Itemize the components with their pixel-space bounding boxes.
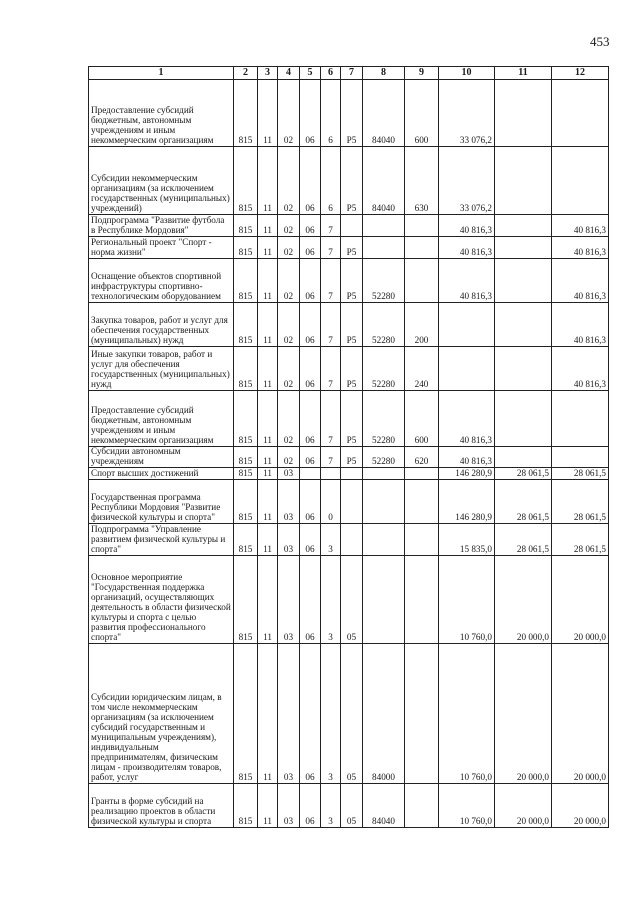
subprogram-code: 7 — [321, 447, 341, 468]
table-row — [89, 783, 609, 827]
amount-col-10: 40 816,3 — [439, 215, 495, 237]
row-description: Подпрограмма "Управление развитием физической культуры и спорта" — [89, 523, 234, 555]
subprogram-code — [321, 467, 341, 479]
table-row — [89, 643, 609, 783]
expense-type-code — [405, 259, 439, 303]
amount-col-10: 15 835,0 — [439, 523, 495, 555]
row-description: Субсидии некоммерческим организациям (за исключением государственных (муниципальных) учреждений) — [89, 147, 234, 215]
amount-col-10: 10 760,0 — [439, 783, 495, 827]
amount-col-10: 40 816,3 — [439, 259, 495, 303]
row-description: Подпрограмма "Развитие футбола в Республике Мордовия" — [89, 215, 234, 237]
ministry-code: 815 — [234, 215, 258, 237]
project-code: P5 — [341, 303, 363, 347]
amount-col-11: 28 061,5 — [495, 467, 552, 479]
amount-col-12: 40 816,3 — [552, 347, 609, 391]
column-header: 12 — [552, 67, 609, 80]
section-code: 11 — [258, 215, 278, 237]
amount-col-10: 10 760,0 — [439, 643, 495, 783]
amount-col-10: 33 076,2 — [439, 147, 495, 215]
amount-col-11: 20 000,0 — [495, 555, 552, 643]
subsection-code: 03 — [278, 523, 300, 555]
column-header: 2 — [234, 67, 258, 80]
column-header: 1 — [89, 67, 234, 80]
amount-col-11 — [495, 347, 552, 391]
amount-col-12 — [552, 447, 609, 468]
program-code: 06 — [300, 479, 321, 523]
amount-col-12: 40 816,3 — [552, 215, 609, 237]
program-code: 06 — [300, 555, 321, 643]
column-header: 6 — [321, 67, 341, 80]
ministry-code: 815 — [234, 467, 258, 479]
ministry-code: 815 — [234, 147, 258, 215]
subsection-code: 02 — [278, 215, 300, 237]
ministry-code: 815 — [234, 555, 258, 643]
amount-col-12: 28 061,5 — [552, 467, 609, 479]
ministry-code: 815 — [234, 391, 258, 447]
table-row — [89, 80, 609, 147]
subsection-code: 02 — [278, 347, 300, 391]
project-code: 05 — [341, 783, 363, 827]
section-code: 11 — [258, 467, 278, 479]
target-code — [363, 555, 405, 643]
amount-col-11: 28 061,5 — [495, 523, 552, 555]
table-row — [89, 147, 609, 215]
amount-col-11: 28 061,5 — [495, 479, 552, 523]
section-code: 11 — [258, 147, 278, 215]
program-code: 06 — [300, 237, 321, 259]
expense-type-code: 600 — [405, 80, 439, 147]
column-header: 7 — [341, 67, 363, 80]
ministry-code: 815 — [234, 259, 258, 303]
ministry-code: 815 — [234, 237, 258, 259]
amount-col-11 — [495, 80, 552, 147]
table-row — [89, 447, 609, 468]
project-code — [341, 215, 363, 237]
amount-col-11 — [495, 391, 552, 447]
expense-type-code: 600 — [405, 391, 439, 447]
target-code — [363, 215, 405, 237]
column-header: 10 — [439, 67, 495, 80]
subsection-code: 03 — [278, 555, 300, 643]
subprogram-code: 3 — [321, 783, 341, 827]
project-code: P5 — [341, 347, 363, 391]
subsection-code: 02 — [278, 303, 300, 347]
ministry-code: 815 — [234, 447, 258, 468]
ministry-code: 815 — [234, 783, 258, 827]
expense-type-code: 240 — [405, 347, 439, 391]
amount-col-10: 146 280,9 — [439, 467, 495, 479]
subsection-code: 02 — [278, 147, 300, 215]
amount-col-12: 40 816,3 — [552, 259, 609, 303]
subprogram-code: 6 — [321, 80, 341, 147]
amount-col-11 — [495, 303, 552, 347]
subsection-code: 02 — [278, 447, 300, 468]
amount-col-10: 10 760,0 — [439, 555, 495, 643]
expense-type-code: 630 — [405, 147, 439, 215]
subsection-code: 03 — [278, 479, 300, 523]
subsection-code: 03 — [278, 783, 300, 827]
amount-col-11 — [495, 259, 552, 303]
column-header: 4 — [278, 67, 300, 80]
expense-type-code — [405, 523, 439, 555]
target-code: 84040 — [363, 783, 405, 827]
target-code: 84040 — [363, 80, 405, 147]
section-code: 11 — [258, 783, 278, 827]
expense-type-code: 200 — [405, 303, 439, 347]
subsection-code: 02 — [278, 80, 300, 147]
target-code: 52280 — [363, 347, 405, 391]
amount-col-11: 20 000,0 — [495, 643, 552, 783]
amount-col-10 — [439, 303, 495, 347]
subprogram-code: 6 — [321, 147, 341, 215]
expense-type-code — [405, 643, 439, 783]
table-row — [89, 215, 609, 237]
subprogram-code: 7 — [321, 215, 341, 237]
row-description: Субсидии юридическим лицам, в том числе некоммерческим организациям (за исключением субсидий государственным и муниципальным учреждениям), индивидуальным предпринимателям, физическим лицам - производителям товаров, работ, услуг — [89, 643, 234, 783]
target-code: 52280 — [363, 303, 405, 347]
program-code — [300, 467, 321, 479]
table-row — [89, 259, 609, 303]
target-code: 52280 — [363, 391, 405, 447]
subsection-code: 02 — [278, 391, 300, 447]
section-code: 11 — [258, 347, 278, 391]
amount-col-12 — [552, 80, 609, 147]
table-row — [89, 479, 609, 523]
row-description: Закупка товаров, работ и услуг для обеспечения государственных (муниципальных) нужд — [89, 303, 234, 347]
section-code: 11 — [258, 447, 278, 468]
table-row — [89, 523, 609, 555]
amount-col-12: 28 061,5 — [552, 479, 609, 523]
ministry-code: 815 — [234, 303, 258, 347]
section-code: 11 — [258, 523, 278, 555]
project-code — [341, 523, 363, 555]
section-code: 11 — [258, 555, 278, 643]
amount-col-11: 20 000,0 — [495, 783, 552, 827]
section-code: 11 — [258, 391, 278, 447]
amount-col-12: 28 061,5 — [552, 523, 609, 555]
amount-col-10: 33 076,2 — [439, 80, 495, 147]
amount-col-12: 20 000,0 — [552, 643, 609, 783]
section-code: 11 — [258, 303, 278, 347]
header-row — [89, 67, 609, 80]
column-header: 9 — [405, 67, 439, 80]
ministry-code: 815 — [234, 523, 258, 555]
project-code: P5 — [341, 80, 363, 147]
subprogram-code: 3 — [321, 523, 341, 555]
amount-col-12 — [552, 147, 609, 215]
amount-col-12: 20 000,0 — [552, 555, 609, 643]
target-code — [363, 237, 405, 259]
table-row — [89, 347, 609, 391]
program-code: 06 — [300, 259, 321, 303]
program-code: 06 — [300, 80, 321, 147]
column-header: 5 — [300, 67, 321, 80]
target-code — [363, 467, 405, 479]
expense-type-code — [405, 555, 439, 643]
table-row — [89, 303, 609, 347]
row-description: Государственная программа Республики Мордовия "Развитие физической культуры и спорта" — [89, 479, 234, 523]
ministry-code: 815 — [234, 643, 258, 783]
amount-col-10 — [439, 347, 495, 391]
row-description: Основное мероприятие "Государственная поддержка организаций, осуществляющих деятельность в области физической культуры и спорта с целью развития профессионального спорта" — [89, 555, 234, 643]
row-description: Гранты в форме субсидий на реализацию проектов в области физической культуры и спорта — [89, 783, 234, 827]
expense-type-code — [405, 479, 439, 523]
expense-type-code — [405, 783, 439, 827]
program-code: 06 — [300, 643, 321, 783]
section-code: 11 — [258, 479, 278, 523]
row-description: Региональный проект "Спорт - норма жизни" — [89, 237, 234, 259]
table-row — [89, 237, 609, 259]
section-code: 11 — [258, 237, 278, 259]
target-code: 84000 — [363, 643, 405, 783]
program-code: 06 — [300, 303, 321, 347]
section-code: 11 — [258, 80, 278, 147]
expense-type-code — [405, 215, 439, 237]
table-row — [89, 555, 609, 643]
subprogram-code: 7 — [321, 259, 341, 303]
page-number: 453 — [590, 34, 610, 49]
amount-col-11 — [495, 447, 552, 468]
table-row — [89, 391, 609, 447]
section-code: 11 — [258, 643, 278, 783]
project-code: 05 — [341, 643, 363, 783]
row-description: Оснащение объектов спортивной инфраструктуры спортивно-технологическим оборудованием — [89, 259, 234, 303]
target-code: 52280 — [363, 259, 405, 303]
column-header: 8 — [363, 67, 405, 80]
ministry-code: 815 — [234, 347, 258, 391]
subsection-code: 02 — [278, 237, 300, 259]
project-code: P5 — [341, 447, 363, 468]
subprogram-code: 3 — [321, 643, 341, 783]
section-code: 11 — [258, 259, 278, 303]
amount-col-10: 146 280,9 — [439, 479, 495, 523]
project-code: P5 — [341, 391, 363, 447]
column-header: 11 — [495, 67, 552, 80]
amount-col-10: 40 816,3 — [439, 391, 495, 447]
subsection-code: 02 — [278, 259, 300, 303]
program-code: 06 — [300, 783, 321, 827]
project-code: P5 — [341, 237, 363, 259]
target-code — [363, 523, 405, 555]
amount-col-12 — [552, 391, 609, 447]
target-code: 52280 — [363, 447, 405, 468]
amount-col-12: 40 816,3 — [552, 303, 609, 347]
subprogram-code: 7 — [321, 347, 341, 391]
expense-type-code: 620 — [405, 447, 439, 468]
expense-type-code — [405, 237, 439, 259]
amount-col-11 — [495, 237, 552, 259]
subprogram-code: 7 — [321, 303, 341, 347]
project-code — [341, 467, 363, 479]
program-code: 06 — [300, 391, 321, 447]
row-description: Предоставление субсидий бюджетным, автономным учреждениям и иным некоммерческим организациям — [89, 80, 234, 147]
subprogram-code: 7 — [321, 237, 341, 259]
amount-col-11 — [495, 215, 552, 237]
project-code: 05 — [341, 555, 363, 643]
amount-col-11 — [495, 147, 552, 215]
project-code: P5 — [341, 147, 363, 215]
amount-col-10: 40 816,3 — [439, 237, 495, 259]
row-description: Предоставление субсидий бюджетным, автономным учреждениям и иным некоммерческим организациям — [89, 391, 234, 447]
program-code: 06 — [300, 147, 321, 215]
subprogram-code: 7 — [321, 391, 341, 447]
ministry-code: 815 — [234, 479, 258, 523]
program-code: 06 — [300, 523, 321, 555]
table-row — [89, 467, 609, 479]
project-code: P5 — [341, 259, 363, 303]
program-code: 06 — [300, 447, 321, 468]
subprogram-code: 3 — [321, 555, 341, 643]
target-code: 84040 — [363, 147, 405, 215]
row-description: Иные закупки товаров, работ и услуг для обеспечения государственных (муниципальных) нужд — [89, 347, 234, 391]
program-code: 06 — [300, 215, 321, 237]
subsection-code: 03 — [278, 643, 300, 783]
subprogram-code: 0 — [321, 479, 341, 523]
target-code — [363, 479, 405, 523]
row-description: Спорт высших достижений — [89, 467, 234, 479]
amount-col-12: 40 816,3 — [552, 237, 609, 259]
amount-col-12: 20 000,0 — [552, 783, 609, 827]
expense-type-code — [405, 467, 439, 479]
subsection-code: 03 — [278, 467, 300, 479]
ministry-code: 815 — [234, 80, 258, 147]
program-code: 06 — [300, 347, 321, 391]
amount-col-10: 40 816,3 — [439, 447, 495, 468]
project-code — [341, 479, 363, 523]
row-description: Субсидии автономным учреждениям — [89, 447, 234, 468]
column-header: 3 — [258, 67, 278, 80]
budget-table — [88, 66, 609, 828]
